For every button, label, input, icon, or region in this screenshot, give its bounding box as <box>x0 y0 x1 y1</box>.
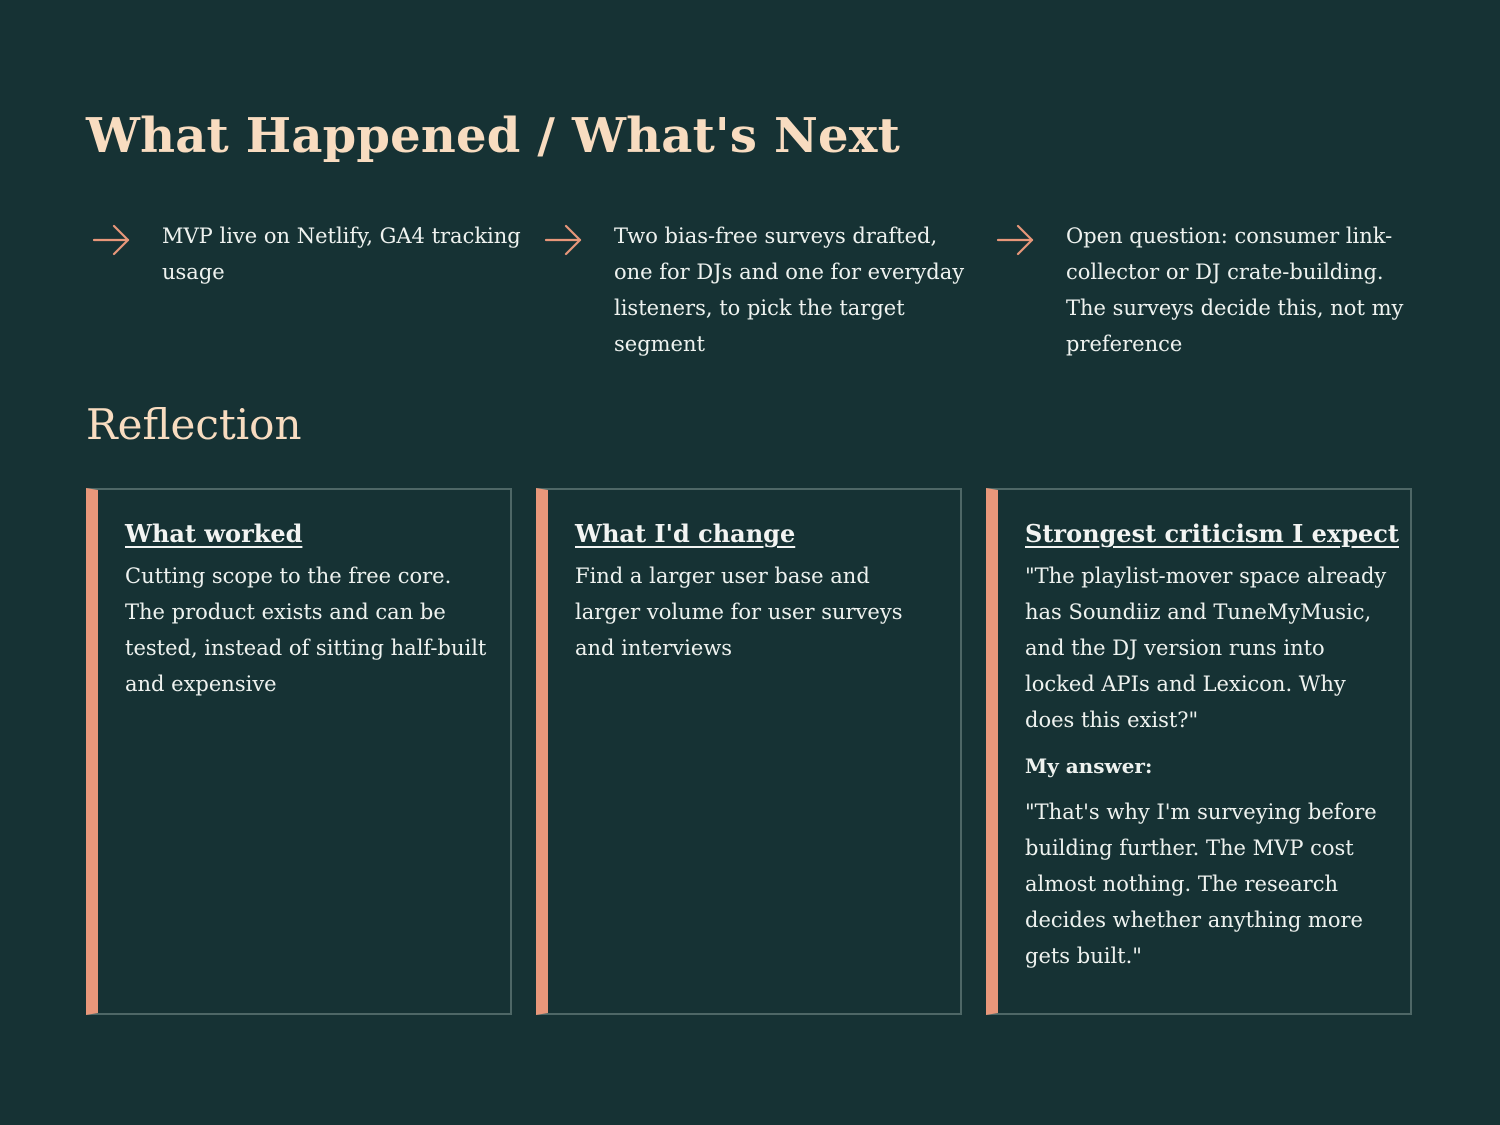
reflection-card-what-worked <box>86 488 512 1015</box>
step-text: Open question: consumer link-collector or DJ crate-building. The surveys decide this, not my preference <box>1066 224 1404 356</box>
card-title: What worked <box>125 519 303 548</box>
reflection-heading: Reflection <box>86 400 302 449</box>
status-steps <box>86 218 1416 368</box>
reflection-card-strongest-criticism <box>986 488 1412 1015</box>
card-body: Find a larger user base and larger volume for user surveys and interviews <box>575 564 903 660</box>
reflection-card-what-id-change <box>536 488 962 1015</box>
page-title: What Happened / What's Next <box>86 108 900 164</box>
answer-label: My answer: <box>1025 754 1153 778</box>
arrow-right-icon <box>92 224 132 256</box>
card-title: What I'd change <box>575 519 796 548</box>
arrow-right-icon <box>544 224 584 256</box>
step-text: Two bias-free surveys drafted, one for DJs and one for everyday listeners, to pick the target segment <box>614 224 965 356</box>
card-body: Cutting scope to the free core. The product exists and can be tested, instead of sitting half-built and expensive <box>125 564 487 696</box>
answer-text: "That's why I'm surveying before building further. The MVP cost almost nothing. The research decides whether anything more gets built." <box>1025 800 1377 968</box>
step-text: MVP live on Netlify, GA4 tracking usage <box>162 224 521 284</box>
arrow-right-icon <box>996 224 1036 256</box>
card-body: "The playlist-mover space already has Soundiiz and TuneMyMusic, and the DJ version runs into locked APIs and Lexicon. Why does this exist?" <box>1025 564 1387 732</box>
card-title: Strongest criticism I expect <box>1025 519 1400 548</box>
